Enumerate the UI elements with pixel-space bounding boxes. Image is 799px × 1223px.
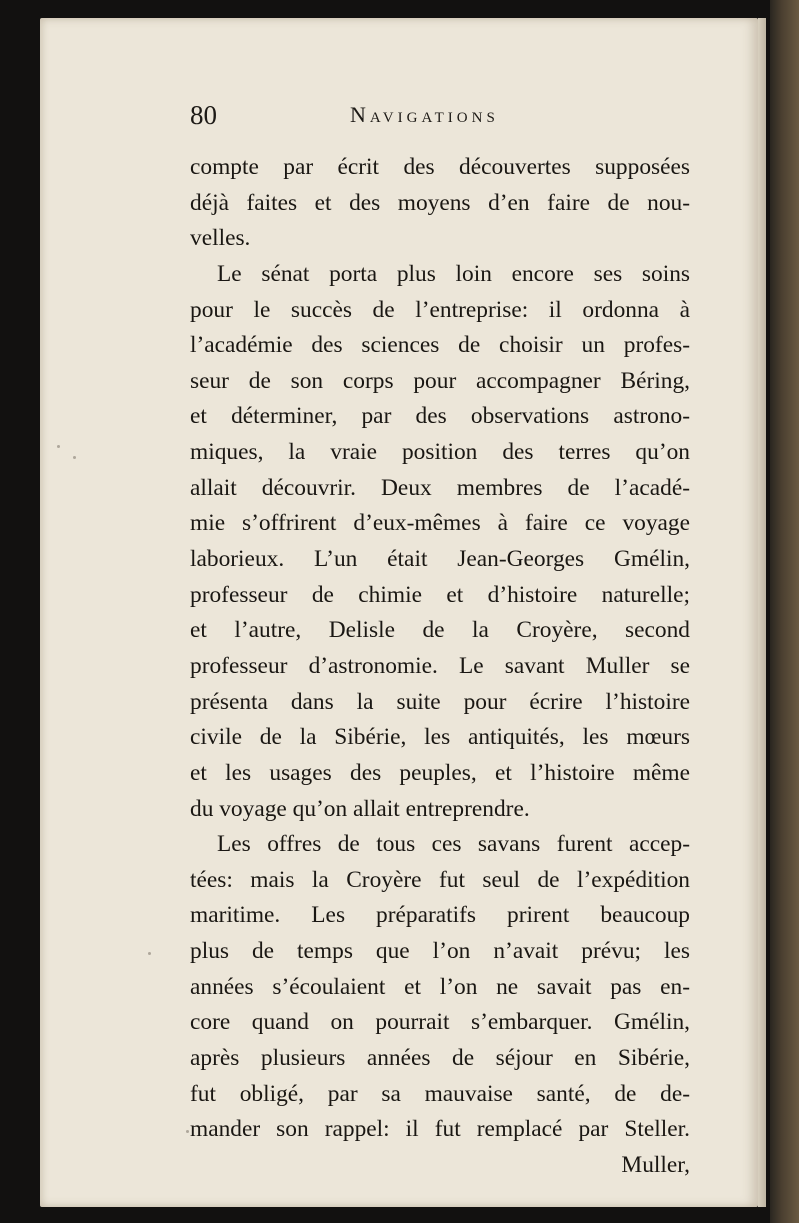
text-line: et les usages des peuples, et l’histoire même [190,759,690,786]
text-line: laborieux. L’un était Jean-Georges Gmélin, [190,546,690,573]
text-line: professeur de chimie et d’histoire naturelle; [190,581,690,608]
text-line: mie s’offrirent d’eux-mêmes à faire ce voyage [190,510,690,537]
text-line: core quand on pourrait s’embarquer. Gmélin, [190,1009,690,1036]
text-line: plus de temps que l’on n’avait prévu; les [190,938,690,965]
body-text [190,150,690,1184]
paper-speck [57,445,60,448]
text-line: civile de la Sibérie, les antiquités, les mœurs [190,724,690,751]
page-edge [758,18,766,1207]
text-line: compte par écrit des découvertes supposées [190,154,690,180]
page-number: 80 [190,100,217,130]
text-line: Le sénat porta plus loin encore ses soins [217,260,690,287]
text-line: Les offres de tous ces savans furent accep- [217,831,690,858]
text-line: après plusieurs années de séjour en Sibérie, [190,1045,690,1072]
text-line: déjà faites et des moyens d’en faire de nou- [190,189,690,216]
text-line: fut obligé, par sa mauvaise santé, de de- [190,1080,690,1107]
text-line: années s’écoulaient et l’on ne savait pas en- [190,973,690,1000]
text-line: tées: mais la Croyère fut seul de l’expédition [190,866,690,893]
text-line: l’académie des sciences de choisir un profes- [190,332,690,359]
adjacent-page-edge [770,0,799,1223]
text-line: du voyage qu’on allait entreprendre. [190,795,530,822]
running-head: Navigations [350,102,499,127]
paper-speck [148,952,151,955]
text-line: maritime. Les préparatifs prirent beaucoup [190,902,690,929]
page-header [190,97,690,133]
paper-speck [73,456,76,459]
text-line: pour le succès de l’entreprise: il ordonna à [190,296,690,323]
text-line: seur de son corps pour accompagner Béring, [190,367,690,394]
text-line: mander son rappel: il fut remplacé par Steller. [190,1116,690,1143]
text-line: velles. [190,225,251,252]
text-line: et l’autre, Delisle de la Croyère, second [190,617,690,644]
paper-speck [186,1130,189,1133]
text-line: présenta dans la suite pour écrire l’histoire [190,688,690,715]
text-line: miques, la vraie position des terres qu’on [190,439,690,466]
catchword: Muller, [621,1151,690,1178]
text-line: allait découvrir. Deux membres de l’acadé- [190,474,690,501]
text-line: professeur d’astronomie. Le savant Muller se [190,652,690,679]
text-line: et déterminer, par des observations astrono- [190,403,690,430]
